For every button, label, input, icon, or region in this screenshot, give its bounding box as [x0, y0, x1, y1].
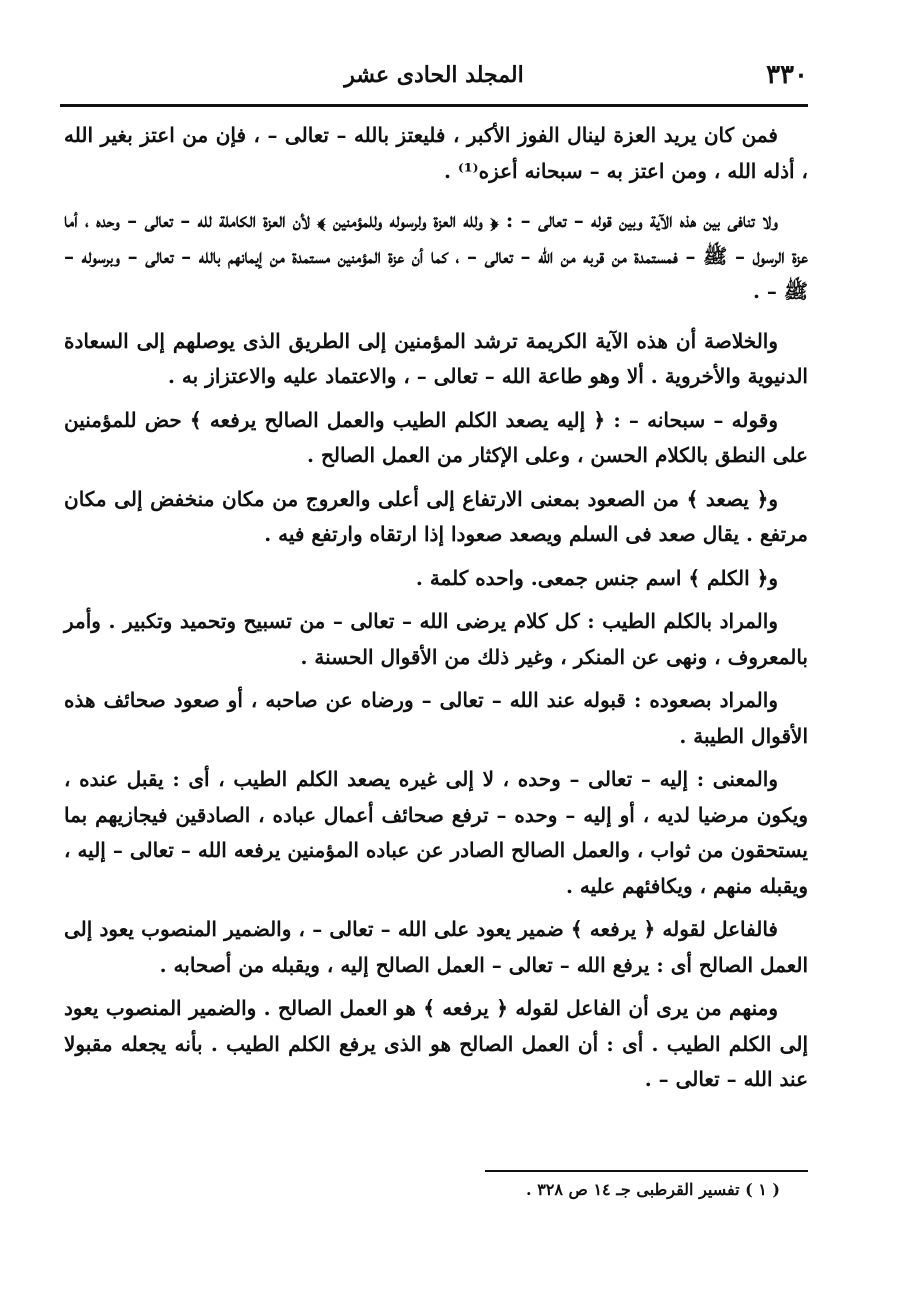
paragraph-7: والمراد بالكلم الطيب : كل كلام يرضى الله – تعالى – من تسبيح وتحميد وتكبير . وأمر بالمعروف ، ونهى عن المنكر ، وغير ذلك من الأقوال الحسنة .: [64, 609, 808, 669]
paragraph-10: فالفاعل لقوله ﴿ يرفعه ﴾ ضمير يعود على الله – تعالى – ، والضمير المنصوب يعود إلى العمل الصالح أى : يرفع الله – تعالى – العمل الصالح إليه ، ويقبله من أصحابه .: [64, 917, 808, 977]
body-text: [64, 118, 808, 1106]
paragraph-11: ومنهم من يرى أن الفاعل لقوله ﴿ يرفعه ﴾ هو العمل الصالح . والضمير المنصوب يعود إلى الكلم الطيب . أى : أن العمل الصالح هو الذى يرفع الكلم الطيب . بأنه يجعله مقبولا عند الله – تعالى – .: [64, 996, 808, 1091]
page-header: [60, 58, 808, 98]
paragraph-1: فمن كان يريد العزة لينال الفوز الأكبر ، فليعتز بالله – تعالى – ، فإن من اعتز بغير الله ، أذله الله ، ومن اعتز به – سبحانه أعزه⁽¹⁾ .: [64, 123, 808, 183]
paragraph-3: والخلاصة أن هذه الآية الكريمة ترشد المؤمنين إلى الطريق الذى يوصلهم إلى السعادة الدنيوية والأخروية . ألا وهو طاعة الله – تعالى – ، والاعتماد عليه والاعتزاز به .: [64, 328, 808, 388]
page-number: ٣٣٠: [766, 60, 808, 90]
paragraph-2: ولا تنافى بين هذه الآية وبين قوله – تعالى – : ﴿ ولله العزة ولرسوله وللمؤمنين ﴾ لأن العزة الكاملة لله – تعالى – وحده ، أما عزة الرسول – ﷺ – فمستمدة من قربه من الله – تعالى – ، كما أن عزة المؤمنين مستمدة من إيمانهم بالله – تعالى – وبرسوله – ﷺ – .: [64, 208, 808, 303]
footnote: ( ١ ) تفسير القرطبى جـ ١٤ ص ٣٢٨ .: [526, 1180, 780, 1199]
footnote-rule: [485, 1170, 808, 1172]
header-rule: [60, 104, 808, 107]
paragraph-4: وقوله – سبحانه – : ﴿ إليه يصعد الكلم الطيب والعمل الصالح يرفعه ﴾ حض للمؤمنين على النطق بالكلام الحسن ، وعلى الإكثار من العمل الصالح .: [64, 407, 808, 467]
paragraph-5: و﴿ يصعد ﴾ من الصعود بمعنى الارتفاع إلى أعلى والعروج من مكان منخفض إلى مكان مرتفع . يقال صعد فى السلم ويصعد صعودا إذا ارتقاه وارتفع فيه .: [64, 486, 808, 546]
paragraph-9: والمعنى : إليه – تعالى – وحده ، لا إلى غيره يصعد الكلم الطيب ، أى : يقبل عنده ، ويكون مرضيا لديه ، أو إليه – وحده – ترفع صحائف أعمال عباده ، الصادقين فيجازيهم بما يستحقون من ثواب ، والعمل الصالح الصادر عن عباده المؤمنين يرفعه الله – تعالى – إليه ، ويقبله منهم ، ويكافئهم عليه .: [64, 767, 808, 898]
paragraph-6: و﴿ الكلم ﴾ اسم جنس جمعى. واحده كلمة .: [415, 565, 778, 590]
paragraph-8: والمراد بصعوده : قبوله عند الله – تعالى – ورضاه عن صاحبه ، أو صعود صحائف هذه الأقوال الطيبة .: [64, 688, 808, 748]
running-title: المجلد الحادى عشر: [344, 62, 524, 88]
